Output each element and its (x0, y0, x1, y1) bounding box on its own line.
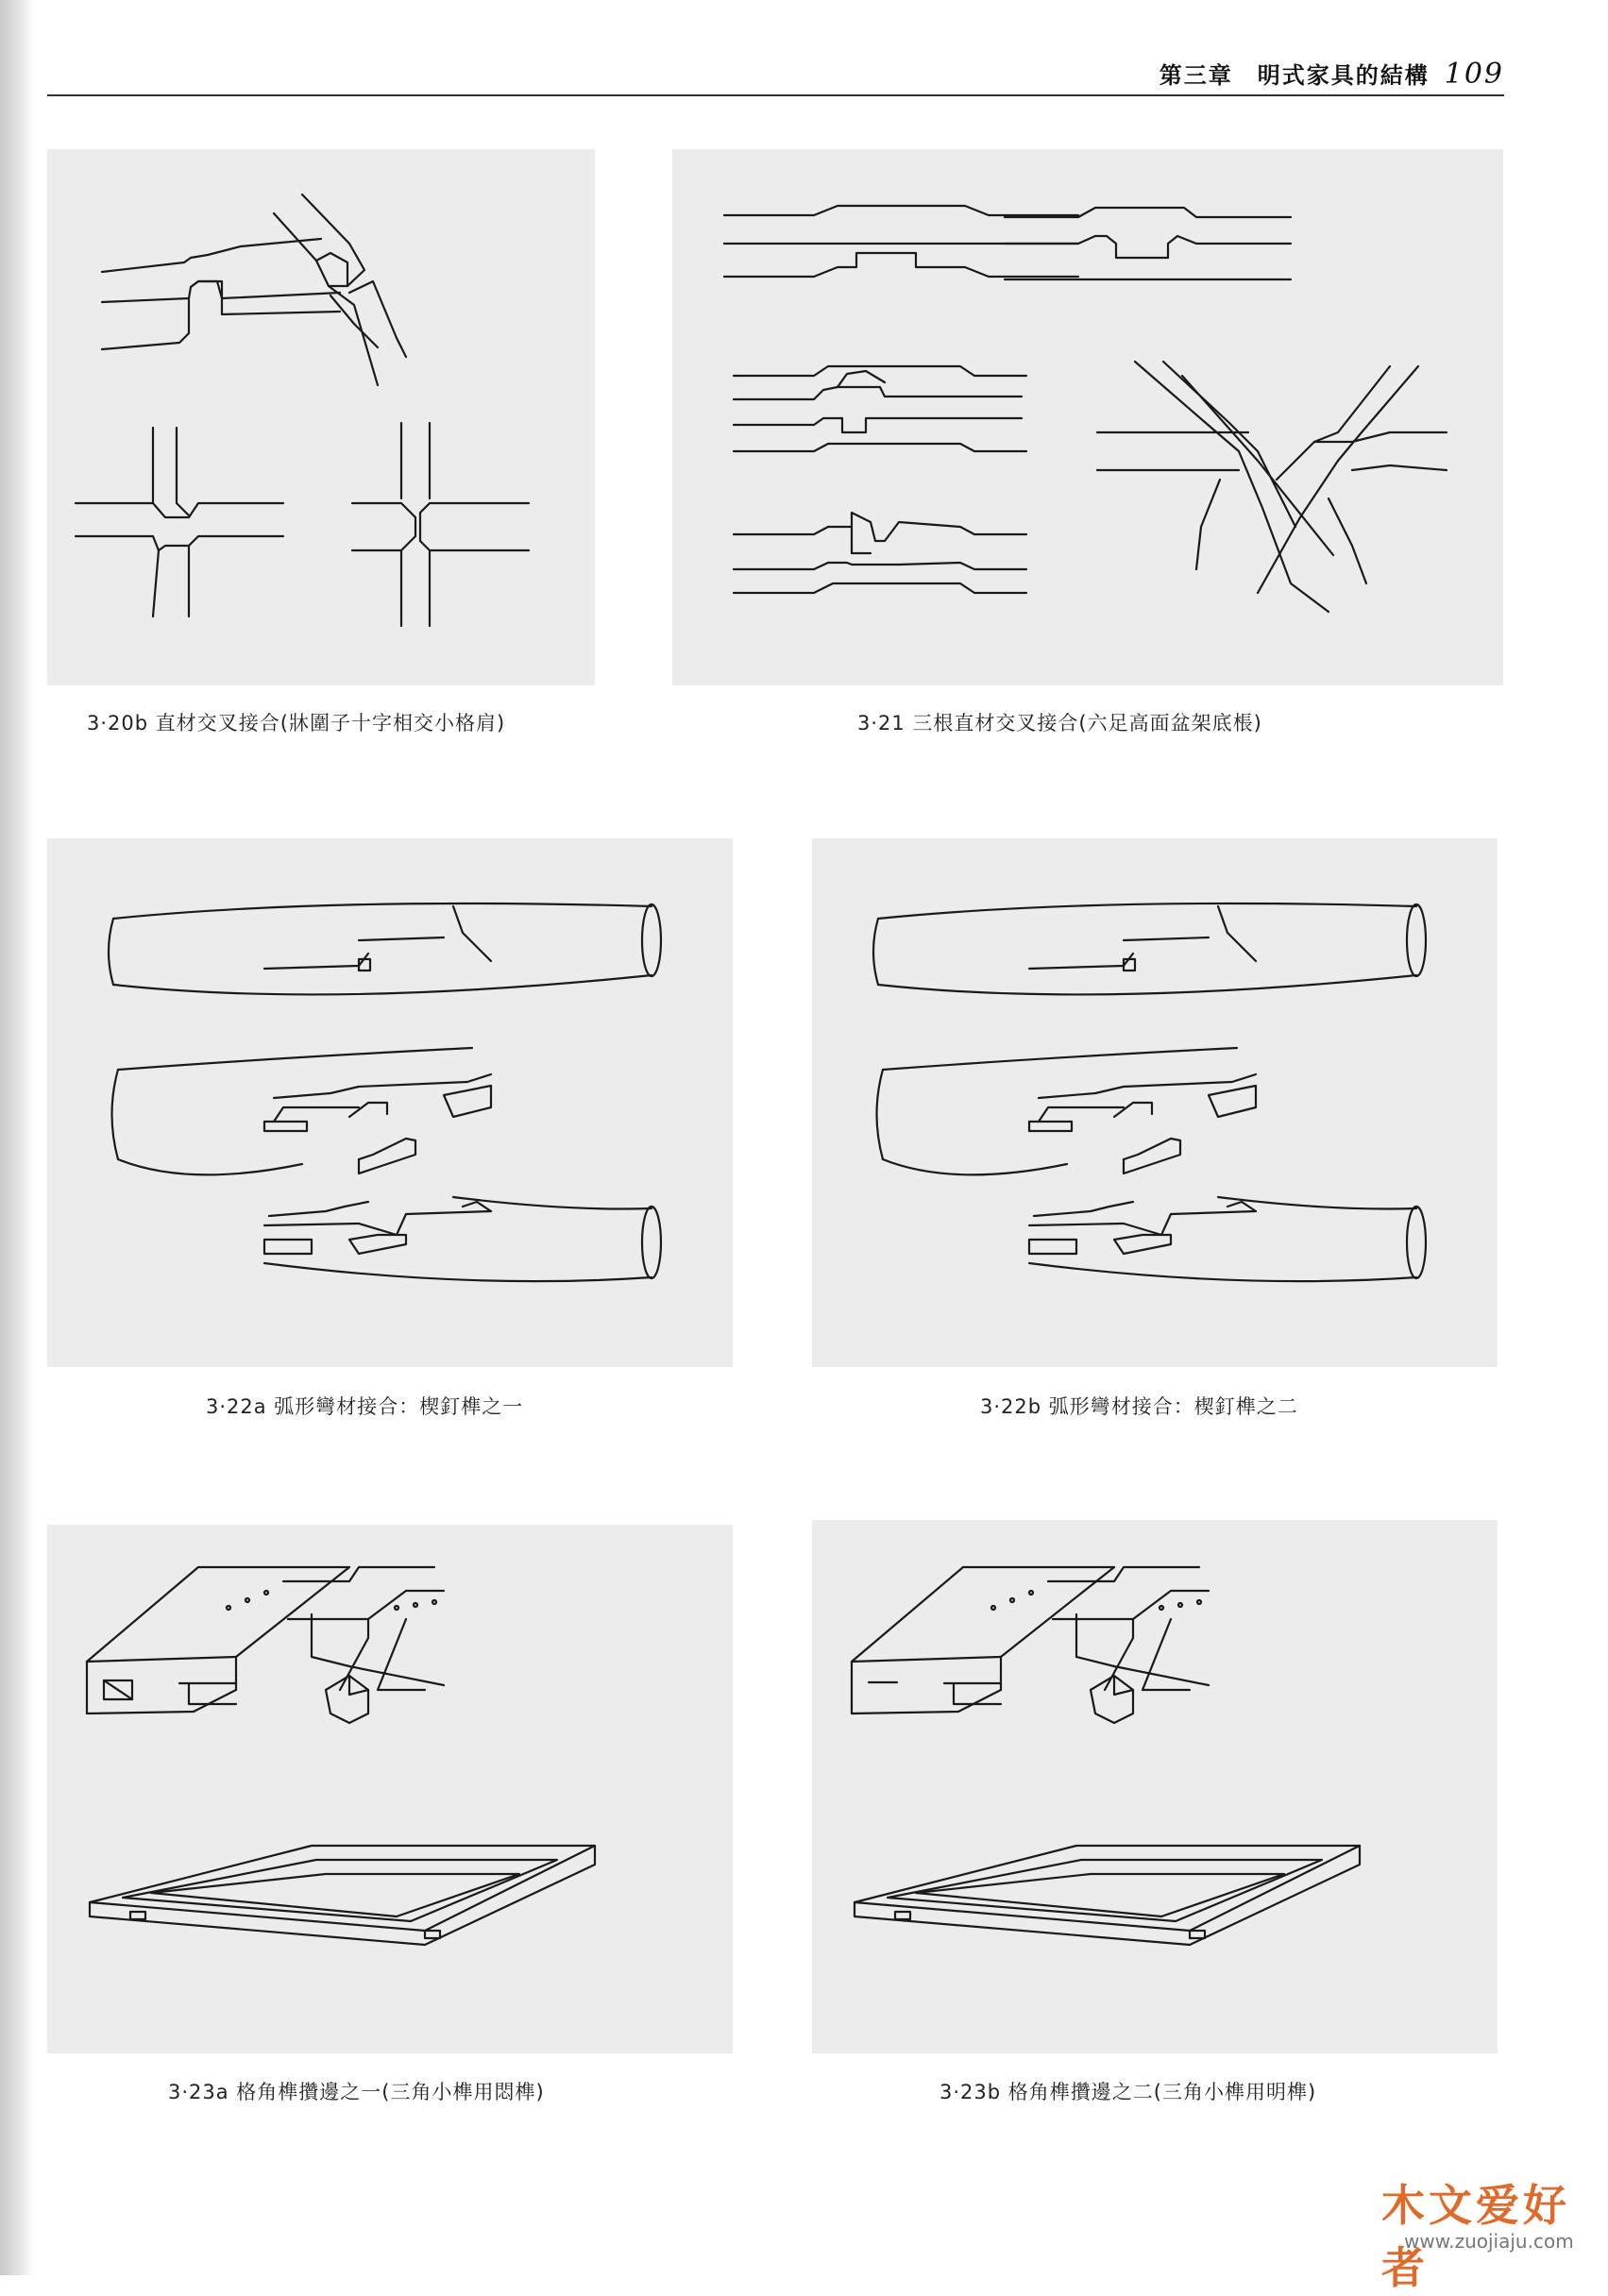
figure-3-23a-illustration (47, 1525, 733, 2053)
caption-3-22a: 3·22a 弧形彎材接合：楔釘榫之一 (206, 1395, 524, 1418)
figure-3-23b-illustration (812, 1520, 1498, 2053)
site-watermark (1372, 2171, 1589, 2293)
caption-3-20b: 3·20b 直材交叉接合(牀圍子十字相交小格肩) (87, 712, 506, 734)
watermark-logo: 木文爱好者 (1381, 2180, 1570, 2293)
page-number: 109 (1444, 58, 1504, 91)
figure-3-22b-illustration (812, 838, 1498, 1367)
header-text (1159, 57, 1504, 91)
figure-3-22a-illustration (47, 838, 733, 1367)
caption-3-23b: 3·23b 格角榫攢邊之二(三角小榫用明榫) (939, 2081, 1317, 2103)
header-rule (47, 94, 1504, 96)
figure-3-20b-illustration (47, 149, 595, 685)
page-gutter-shadow (0, 0, 34, 2275)
chapter-title: 第三章 明式家具的結構 (1159, 62, 1430, 89)
figure-3-21-illustration (672, 149, 1503, 685)
caption-3-21: 3·21 三根直材交叉接合(六足高面盆架底棖) (857, 712, 1262, 734)
watermark-url: www.zuojiaju.com (1404, 2230, 1574, 2253)
running-header (0, 0, 1608, 94)
caption-3-22b: 3·22b 弧形彎材接合：楔釘榫之二 (980, 1395, 1298, 1418)
caption-3-23a: 3·23a 格角榫攢邊之一(三角小榫用悶榫) (168, 2081, 545, 2103)
